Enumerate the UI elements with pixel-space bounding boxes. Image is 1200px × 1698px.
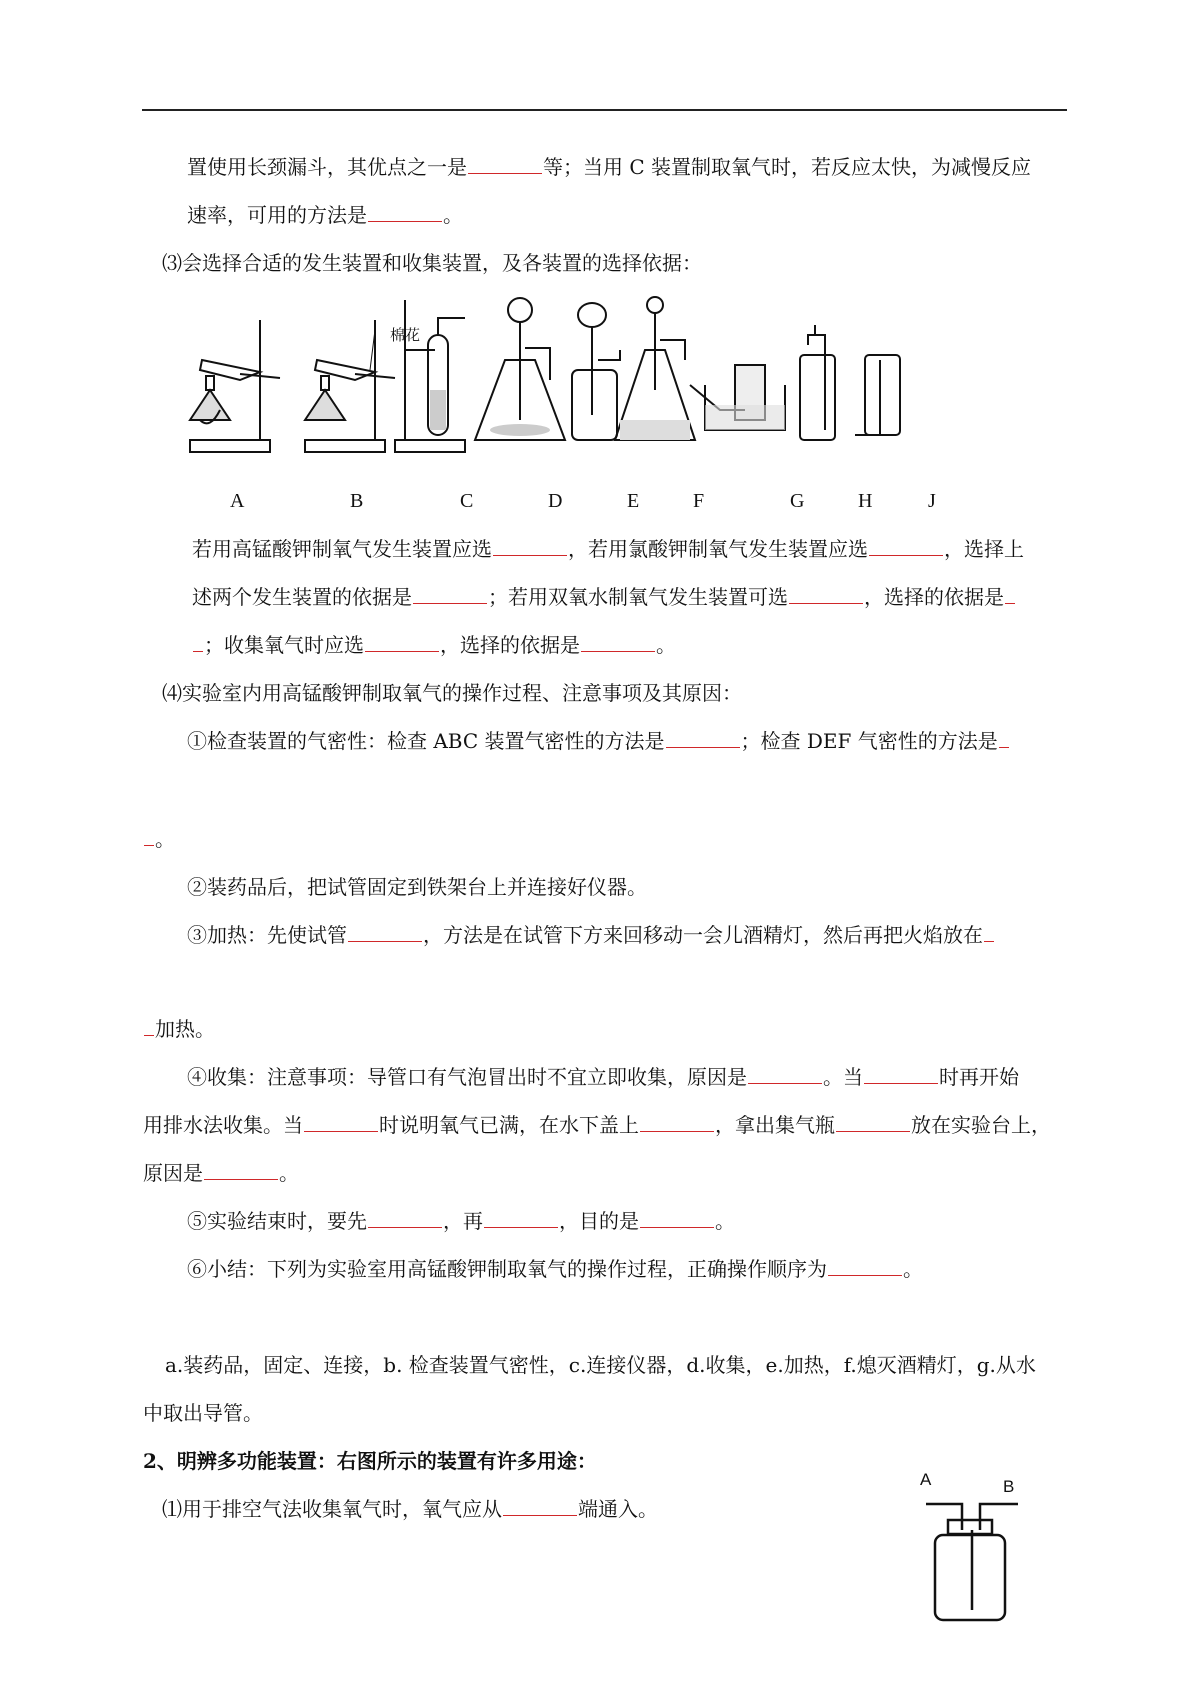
text-line: ②装药品后，把试管固定到铁架台上并连接好仪器。: [187, 875, 647, 899]
answer-blank[interactable]: [144, 827, 154, 846]
answer-blank[interactable]: [365, 633, 439, 652]
apparatus-figure: [180, 290, 980, 480]
text-line: 。: [143, 827, 175, 851]
text-line: 中取出导管。: [143, 1401, 263, 1425]
figure-label-a: A: [230, 490, 245, 512]
header-rule: [142, 109, 1067, 111]
apparatus-e: [572, 303, 620, 440]
text-line: 原因是 。: [143, 1161, 299, 1185]
answer-blank[interactable]: [1005, 585, 1015, 604]
text-line: 若用高锰酸钾制氧气发生装置应选 ，若用氯酸钾制氧气发生装置应选 ，选择上: [192, 537, 1024, 561]
answer-blank[interactable]: [836, 1113, 910, 1132]
text-line: ⑴用于排空气法收集氧气时，氧气应从 端通入。: [162, 1497, 658, 1521]
gas-bottle-diagram: [920, 1490, 1040, 1630]
text-line: 置使用长颈漏斗，其优点之一是 等；当用 C 装置制取氧气时，若反应太快，为减慢反应: [187, 155, 1032, 179]
text-line: ①检查装置的气密性：检查 ABC 装置气密性的方法是 ；检查 DEF 气密性的方法是: [187, 729, 1010, 753]
answer-blank[interactable]: [748, 1065, 822, 1084]
figure-label-h: H: [858, 490, 873, 512]
question-heading: 2、明辨多功能装置：右图所示的装置有许多用途：: [143, 1449, 597, 1473]
answer-blank[interactable]: [304, 1113, 378, 1132]
answer-blank[interactable]: [348, 923, 422, 942]
answer-blank[interactable]: [368, 203, 442, 222]
answer-blank[interactable]: [503, 1497, 577, 1516]
text-line: 述两个发生装置的依据是 ；若用双氧水制氧气发生装置可选 ，选择的依据是: [192, 585, 1016, 609]
answer-blank[interactable]: [666, 729, 740, 748]
answer-blank[interactable]: [368, 1209, 442, 1228]
figure-label-j: J: [928, 490, 936, 512]
answer-blank[interactable]: [640, 1113, 714, 1132]
figure-label-g: G: [790, 490, 805, 512]
figure-label-e: E: [627, 490, 640, 512]
answer-blank[interactable]: [789, 585, 863, 604]
answer-blank[interactable]: [864, 1065, 938, 1084]
answer-blank[interactable]: [413, 585, 487, 604]
answer-blank[interactable]: [193, 633, 203, 652]
text-line: 速率，可用的方法是 。: [187, 203, 463, 227]
text-line: a.装药品，固定、连接，b. 检查装置气密性，c.连接仪器，d.收集，e.加热，f.熄灭酒精灯，g.从水: [165, 1353, 1036, 1377]
answer-blank[interactable]: [828, 1257, 902, 1276]
answer-blank[interactable]: [493, 537, 567, 556]
apparatus-b: [305, 320, 395, 452]
apparatus-g: [690, 365, 785, 430]
text-line: ；收集氧气时应选 ，选择的依据是 。: [192, 633, 676, 657]
section-heading: ⑶会选择合适的发生装置和收集装置，及各装置的选择依据：: [162, 251, 702, 275]
answer-blank[interactable]: [581, 633, 655, 652]
text-line: ③加热：先使试管 ，方法是在试管下方来回移动一会儿酒精灯，然后再把火焰放在: [187, 923, 995, 947]
text-line: 用排水法收集。当 时说明氧气已满，在水下盖上 ，拿出集气瓶 放在实验台上，: [143, 1113, 1051, 1137]
answer-blank[interactable]: [484, 1209, 558, 1228]
answer-blank[interactable]: [984, 923, 994, 942]
answer-blank[interactable]: [869, 537, 943, 556]
bottle-label-a: A: [920, 1470, 932, 1489]
apparatus-a: [190, 320, 280, 452]
apparatus-j: [855, 355, 900, 435]
apparatus-h: [800, 325, 835, 440]
apparatus-c: [395, 300, 465, 452]
apparatus-f: [615, 297, 695, 440]
bottle-label-b: B: [1003, 1477, 1015, 1496]
text-line: ⑤实验结束时，要先 ，再 ，目的是 。: [187, 1209, 735, 1233]
section-heading: ⑷实验室内用高锰酸钾制取氧气的操作过程、注意事项及其原因：: [162, 681, 742, 705]
cotton-label: 棉花: [390, 326, 421, 344]
answer-blank[interactable]: [999, 729, 1009, 748]
figure-label-c: C: [460, 490, 474, 512]
figure-label-f: F: [693, 490, 705, 512]
figure-label-b: B: [350, 490, 364, 512]
answer-blank[interactable]: [468, 155, 542, 174]
text-line: ④收集：注意事项：导管口有气泡冒出时不宜立即收集，原因是 。当 时再开始: [187, 1065, 1019, 1089]
answer-blank[interactable]: [144, 1017, 154, 1036]
figure-label-d: D: [548, 490, 563, 512]
answer-blank[interactable]: [204, 1161, 278, 1180]
apparatus-d: [475, 298, 565, 440]
text-line: 加热。: [143, 1017, 215, 1041]
text-line: ⑥小结：下列为实验室用高锰酸钾制取氧气的操作过程，正确操作顺序为 。: [187, 1257, 923, 1281]
answer-blank[interactable]: [640, 1209, 714, 1228]
